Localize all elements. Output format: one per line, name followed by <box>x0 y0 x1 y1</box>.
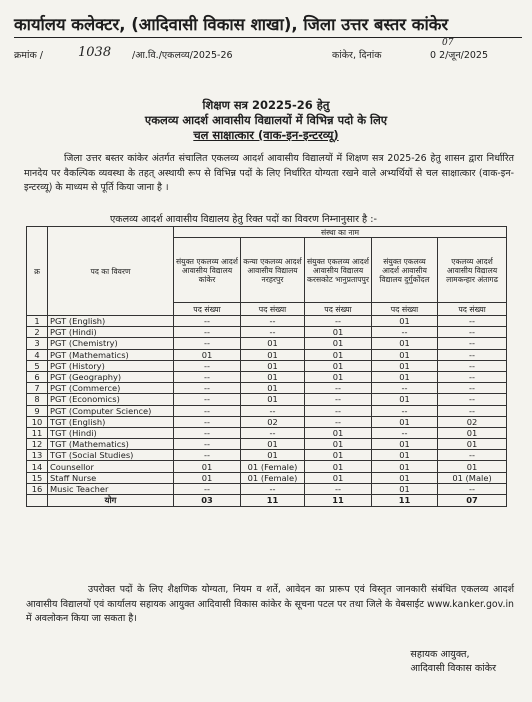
table-row <box>27 394 507 405</box>
subheader-count: पद संख्या <box>438 303 507 316</box>
reference-code: /आ.वि./एकलव्य/2025-26 <box>132 50 233 61</box>
header-school-4: संयुक्त एकलव्य आदर्श आवासीय विद्यालय दुर्गुकोंदल <box>372 238 438 303</box>
row-count-school-5: -- <box>438 360 507 371</box>
row-count-school-4: 01 <box>372 472 438 483</box>
row-post-name: TGT (English) <box>48 416 174 427</box>
table-row <box>27 439 507 450</box>
row-count-school-2: 01 <box>241 360 305 371</box>
total-row <box>27 495 507 507</box>
row-post-name: PGT (Economics) <box>48 394 174 405</box>
row-count-school-4: -- <box>372 327 438 338</box>
row-serial: 5 <box>27 360 48 371</box>
closing-paragraph: उपरोक्त पदों के लिए शैक्षणिक योग्यता, नियम व शर्ते, आवेदन का प्रारूप एवं विस्तृत जानकारी संबंधित एकलव्य आदर्श आवासीय विद्यालयों एवं कार्यालय सहायक आयुक्त आदिवासी विकास कांकेर के सूचना पटल पर तथा जिले के वेबसाईट www.kanker.gov.in में अवलोकन किया जा सकता है। <box>26 584 514 624</box>
row-count-school-3: 01 <box>305 450 372 461</box>
row-count-school-5: -- <box>438 450 507 461</box>
row-count-school-5: -- <box>438 349 507 360</box>
row-count-school-4: 01 <box>372 439 438 450</box>
row-count-school-3: 01 <box>305 472 372 483</box>
total-school-1: 03 <box>174 495 241 507</box>
row-count-school-2: -- <box>241 327 305 338</box>
row-count-school-5: -- <box>438 371 507 382</box>
row-count-school-3: 01 <box>305 427 372 438</box>
table-row <box>27 338 507 349</box>
subheader-count: पद संख्या <box>174 303 241 316</box>
total-school-4: 11 <box>372 495 438 507</box>
row-post-name: PGT (Geography) <box>48 371 174 382</box>
row-count-school-5: -- <box>438 483 507 494</box>
row-post-name: Counsellor <box>48 461 174 472</box>
row-count-school-2: 01 (Female) <box>241 461 305 472</box>
row-count-school-3: 01 <box>305 439 372 450</box>
row-count-school-1: -- <box>174 371 241 382</box>
row-count-school-4: 01 <box>372 416 438 427</box>
row-count-school-1: -- <box>174 405 241 416</box>
total-school-3: 11 <box>305 495 372 507</box>
row-count-school-3: 01 <box>305 327 372 338</box>
table-caption: एकलव्य आदर्श आवासीय विद्यालय हेतु रिक्त पदों का विवरण निम्नानुसार है :- <box>110 214 377 225</box>
row-post-name: Staff Nurse <box>48 472 174 483</box>
letter-number: 1038 <box>78 45 112 60</box>
row-count-school-5: 01 <box>438 461 507 472</box>
row-count-school-3: -- <box>305 416 372 427</box>
letter-date: 0 2/जून/2025 <box>430 50 489 61</box>
row-serial: 1 <box>27 316 48 327</box>
row-count-school-2: 01 (Female) <box>241 472 305 483</box>
row-count-school-2: -- <box>241 427 305 438</box>
title-walkin: चल साक्षात्कार (वाक-इन-इन्टरव्यू) <box>193 128 339 142</box>
total-spacer <box>27 495 48 507</box>
row-count-school-5: -- <box>438 327 507 338</box>
row-count-school-5: 01 <box>438 439 507 450</box>
header-post: पद का विवरण <box>48 227 174 316</box>
header-institution: संस्था का नाम <box>174 227 507 238</box>
row-count-school-1: -- <box>174 394 241 405</box>
row-count-school-2: 01 <box>241 383 305 394</box>
row-count-school-2: -- <box>241 405 305 416</box>
row-serial: 11 <box>27 427 48 438</box>
table-row <box>27 371 507 382</box>
office-header: कार्यालय कलेक्टर, (आदिवासी विकास शाखा), जिला उत्तर बस्तर कांकेर <box>14 12 522 38</box>
row-count-school-4: 01 <box>372 316 438 327</box>
row-count-school-4: 01 <box>372 360 438 371</box>
total-label: योग <box>48 495 174 507</box>
header-school-1: संयुक्त एकलव्य आदर्श आवासीय विद्यालय कांकेर <box>174 238 241 303</box>
table-row <box>27 316 507 327</box>
table-row <box>27 405 507 416</box>
row-count-school-3: -- <box>305 383 372 394</box>
signatory-office: आदिवासी विकास कांकेर <box>410 663 496 674</box>
row-post-name: Music Teacher <box>48 483 174 494</box>
row-serial: 12 <box>27 439 48 450</box>
row-post-name: PGT (Commerce) <box>48 383 174 394</box>
row-count-school-4: -- <box>372 427 438 438</box>
row-post-name: PGT (Chemistry) <box>48 338 174 349</box>
table-row <box>27 416 507 427</box>
row-serial: 13 <box>27 450 48 461</box>
row-count-school-1: -- <box>174 416 241 427</box>
row-count-school-2: 01 <box>241 394 305 405</box>
row-post-name: PGT (Computer Science) <box>48 405 174 416</box>
vacancy-table <box>26 226 507 507</box>
kramank-label: क्रमांक / <box>14 50 43 61</box>
vacancy-rows <box>27 316 507 495</box>
row-serial: 2 <box>27 327 48 338</box>
row-post-name: TGT (Hindi) <box>48 427 174 438</box>
row-serial: 14 <box>27 461 48 472</box>
row-post-name: PGT (English) <box>48 316 174 327</box>
row-count-school-5: -- <box>438 338 507 349</box>
place-date-label: कांकेर, दिनांक <box>332 50 382 61</box>
row-serial: 10 <box>27 416 48 427</box>
row-count-school-1: -- <box>174 450 241 461</box>
table-row <box>27 427 507 438</box>
title-session: शिक्षण सत्र 20225-26 हेतु <box>202 98 330 112</box>
row-count-school-3: 01 <box>305 461 372 472</box>
row-count-school-2: 01 <box>241 338 305 349</box>
row-count-school-1: -- <box>174 427 241 438</box>
row-count-school-5: -- <box>438 316 507 327</box>
table-row <box>27 450 507 461</box>
row-serial: 6 <box>27 371 48 382</box>
row-count-school-4: 01 <box>372 349 438 360</box>
row-count-school-5: 01 <box>438 427 507 438</box>
row-count-school-1: -- <box>174 483 241 494</box>
table-row <box>27 472 507 483</box>
row-count-school-4: 01 <box>372 450 438 461</box>
reference-line <box>14 38 522 64</box>
row-serial: 15 <box>27 472 48 483</box>
row-count-school-4: 01 <box>372 338 438 349</box>
row-serial: 9 <box>27 405 48 416</box>
row-count-school-2: 02 <box>241 416 305 427</box>
signatory-title: सहायक आयुक्त, <box>410 649 470 660</box>
row-count-school-3: -- <box>305 394 372 405</box>
table-row <box>27 349 507 360</box>
row-count-school-1: -- <box>174 383 241 394</box>
row-count-school-1: -- <box>174 316 241 327</box>
title-schools: एकलव्य आदर्श आवासीय विद्यालयों में विभिन्न पदो के लिए <box>144 113 388 127</box>
row-serial: 16 <box>27 483 48 494</box>
total-school-2: 11 <box>241 495 305 507</box>
row-post-name: PGT (Hindi) <box>48 327 174 338</box>
row-count-school-2: 01 <box>241 450 305 461</box>
row-post-name: PGT (History) <box>48 360 174 371</box>
row-count-school-5: -- <box>438 383 507 394</box>
total-school-5: 07 <box>438 495 507 507</box>
row-count-school-1: -- <box>174 338 241 349</box>
header-serial: क्र <box>27 227 48 316</box>
date-correction: 07 <box>442 38 454 48</box>
row-count-school-5: -- <box>438 394 507 405</box>
row-count-school-2: -- <box>241 316 305 327</box>
row-count-school-4: -- <box>372 405 438 416</box>
table-row <box>27 483 507 494</box>
intro-paragraph: जिला उत्तर बस्तर कांकेर अंतर्गत संचालित एकलव्य आदर्श आवासीय विद्यालयों में शिक्षण सत्र 2025-26 हेतु शासन द्वारा निर्धारित मानदेय पर वैकल्पिक व्यवस्था के तहत् अस्थायी रूप से विभिन्न पदों के लिए निर्धारित योग्यता रखने वाले अभ्यर्थियों से चल साक्षात्कार (वाक-इन-इन्टरव्यू) के माध्यम से पूर्ति किया जाना है । <box>24 153 514 193</box>
row-serial: 7 <box>27 383 48 394</box>
row-count-school-3: -- <box>305 483 372 494</box>
row-count-school-3: 01 <box>305 371 372 382</box>
row-count-school-5: 01 (Male) <box>438 472 507 483</box>
table-row <box>27 461 507 472</box>
signature-block <box>410 648 496 676</box>
row-count-school-3: 01 <box>305 349 372 360</box>
row-count-school-1: -- <box>174 327 241 338</box>
row-count-school-1: -- <box>174 439 241 450</box>
table-row <box>27 327 507 338</box>
row-count-school-1: 01 <box>174 461 241 472</box>
row-count-school-5: -- <box>438 405 507 416</box>
row-post-name: TGT (Social Studies) <box>48 450 174 461</box>
row-count-school-2: -- <box>241 483 305 494</box>
row-count-school-4: 01 <box>372 483 438 494</box>
subheader-count: पद संख्या <box>241 303 305 316</box>
header-school-3: संयुक्त एकलव्य आदर्श आवासीय विद्यालय करसकोट भानुप्रतापपुर <box>305 238 372 303</box>
row-serial: 8 <box>27 394 48 405</box>
row-count-school-1: 01 <box>174 472 241 483</box>
row-count-school-3: 01 <box>305 360 372 371</box>
row-post-name: PGT (Mathematics) <box>48 349 174 360</box>
row-serial: 3 <box>27 338 48 349</box>
row-count-school-4: -- <box>372 383 438 394</box>
table-row <box>27 383 507 394</box>
subheader-count: पद संख्या <box>372 303 438 316</box>
row-serial: 4 <box>27 349 48 360</box>
table-row <box>27 360 507 371</box>
row-count-school-3: -- <box>305 405 372 416</box>
row-count-school-4: 01 <box>372 461 438 472</box>
row-post-name: TGT (Mathematics) <box>48 439 174 450</box>
row-count-school-2: 01 <box>241 439 305 450</box>
row-count-school-3: 01 <box>305 338 372 349</box>
row-count-school-3: -- <box>305 316 372 327</box>
row-count-school-2: 01 <box>241 349 305 360</box>
row-count-school-4: 01 <box>372 371 438 382</box>
row-count-school-5: 02 <box>438 416 507 427</box>
header-school-5: एकलव्य आदर्श आवासीय विद्यालय लामकन्हार अंतागढ <box>438 238 507 303</box>
row-count-school-1: -- <box>174 360 241 371</box>
row-count-school-1: 01 <box>174 349 241 360</box>
row-count-school-2: 01 <box>241 371 305 382</box>
subheader-count: पद संख्या <box>305 303 372 316</box>
row-count-school-4: 01 <box>372 394 438 405</box>
header-school-2: कन्या एकलव्य आदर्श आवासीय विद्यालय नरहरपुर <box>241 238 305 303</box>
